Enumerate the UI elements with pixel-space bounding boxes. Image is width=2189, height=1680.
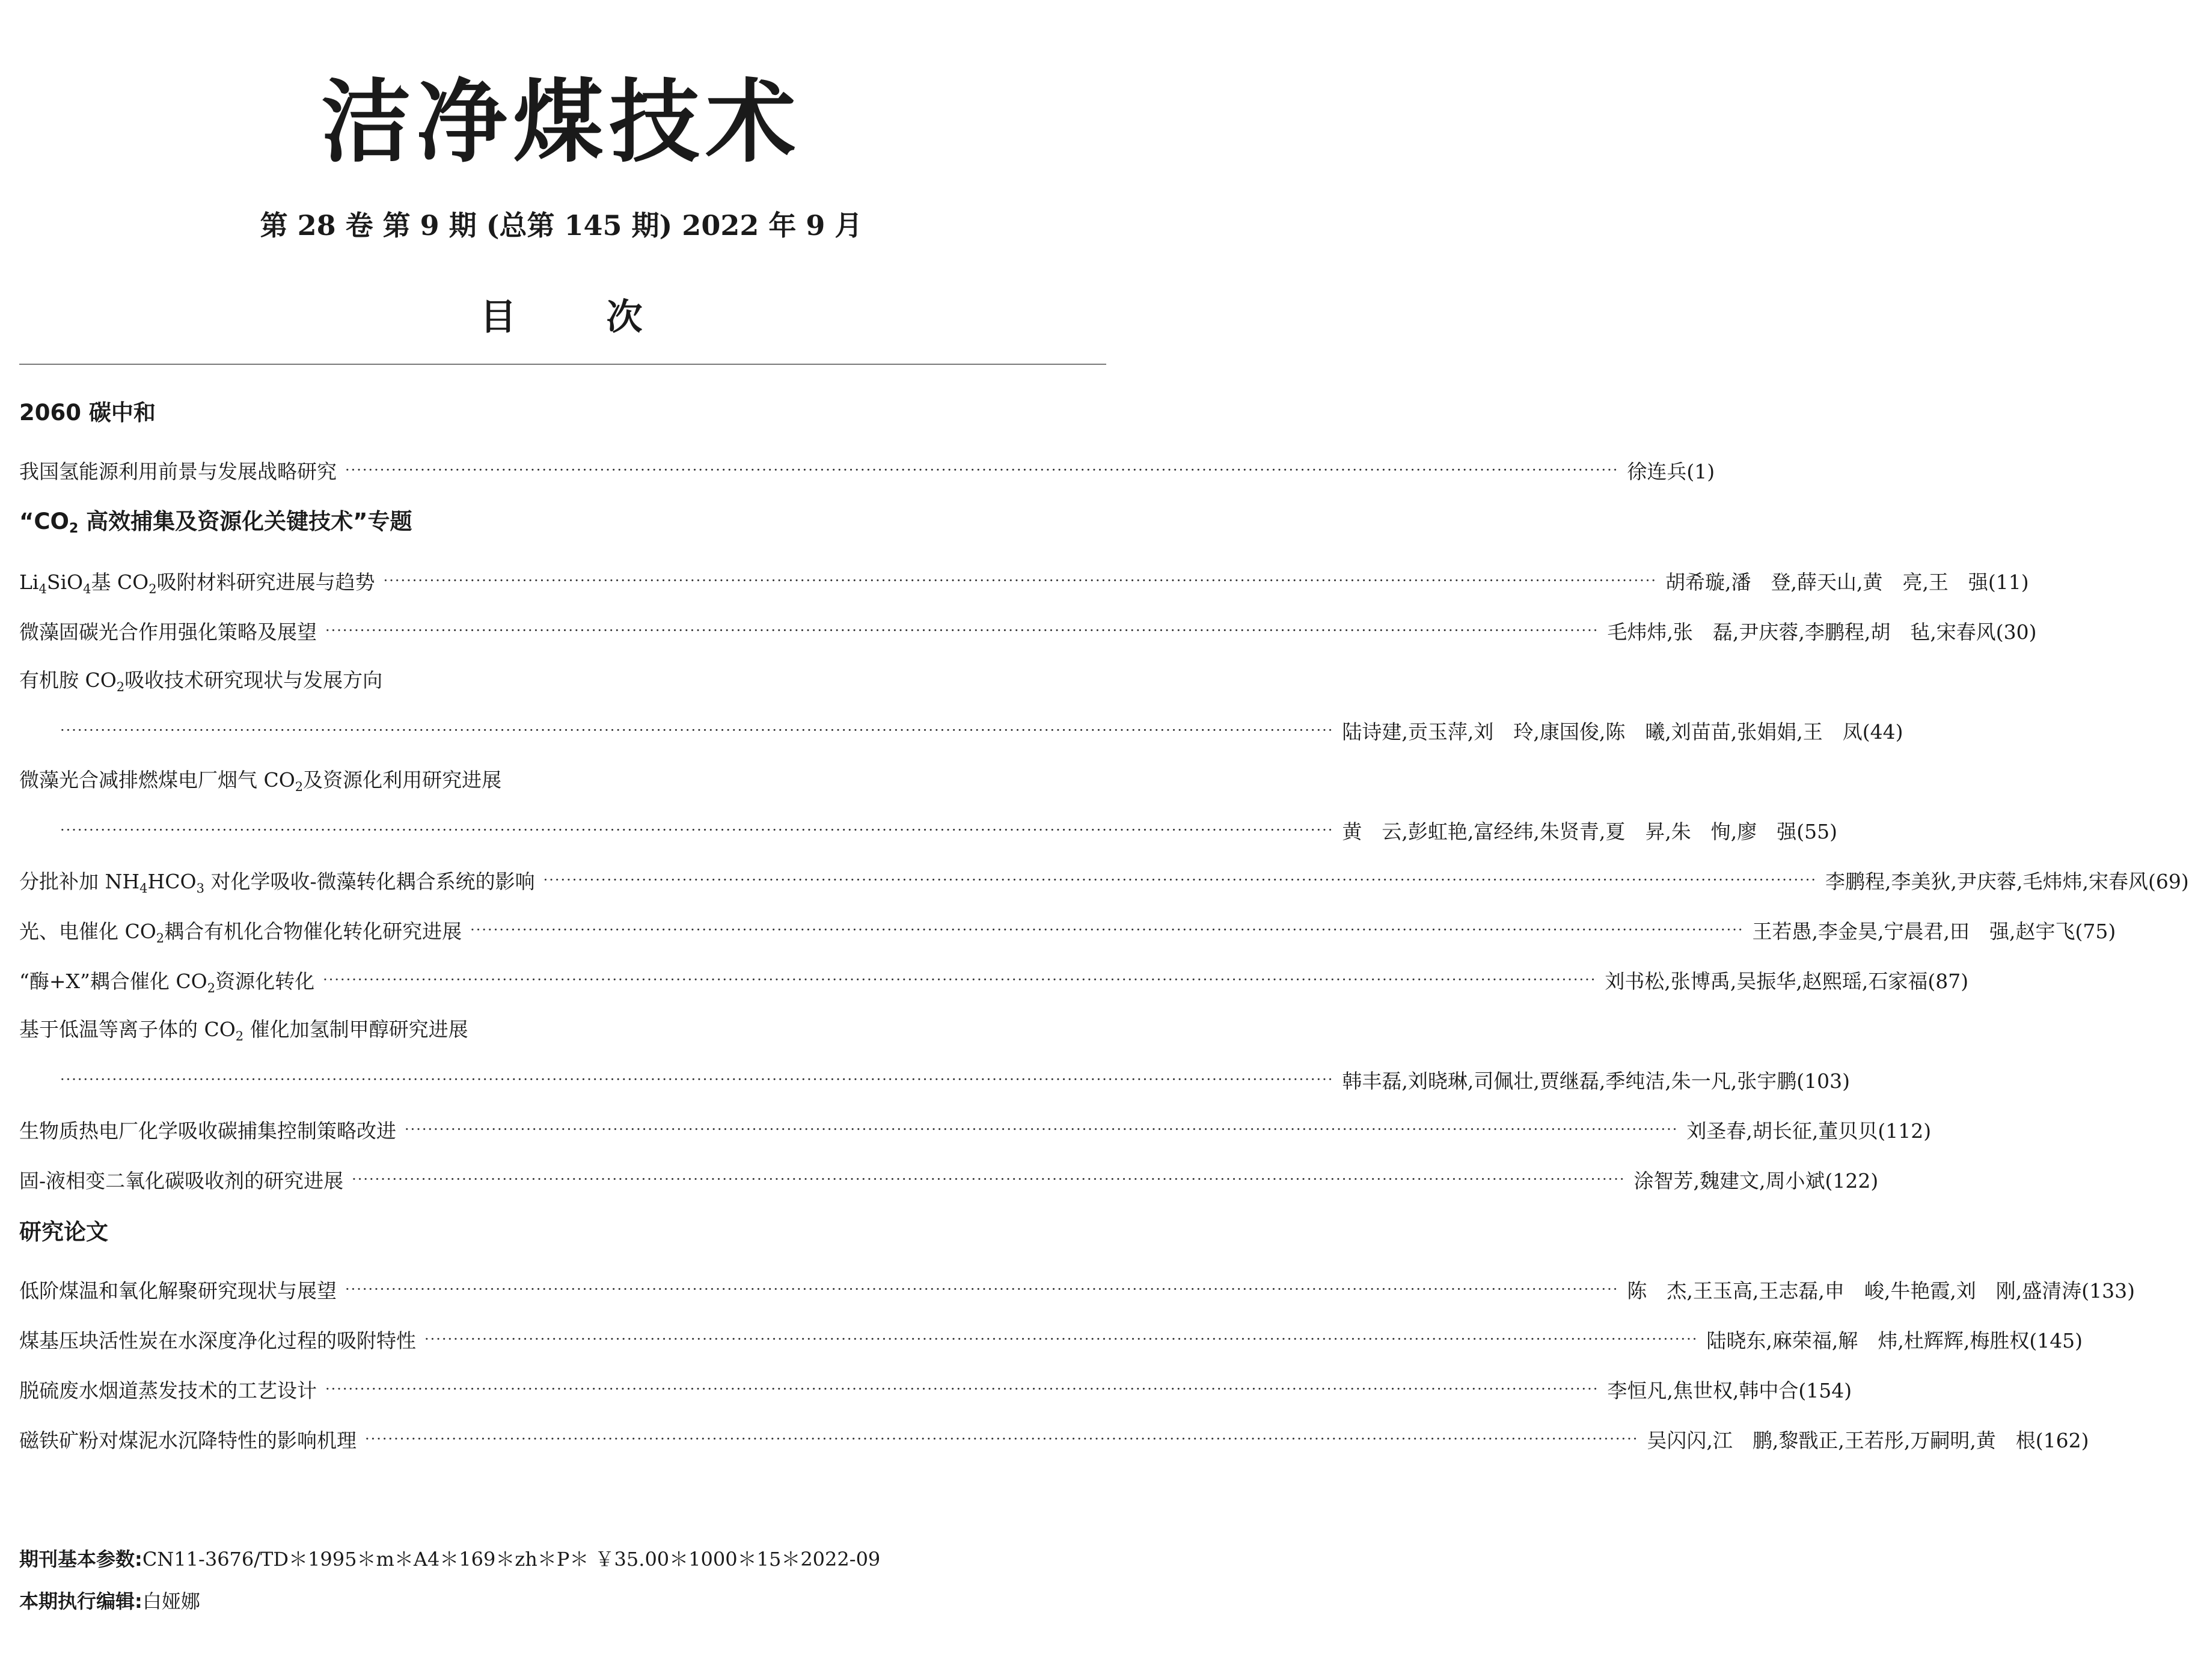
toc-entry[interactable] [19,1324,2083,1355]
entry-authors: 胡希璇,潘 登,薛天山,黄 亮,王 强(11) [1665,570,2029,594]
entry-title: 我国氢能源利用前景与发展战略研究 [19,459,337,483]
leader-dots: ···························································································································································································································· [470,921,1744,938]
entry-title: 低阶煤温和氧化解聚研究现状与展望 [19,1278,337,1303]
issue-info: 第 28 卷 第 9 期 (总第 145 期) 2022 年 9 月 [260,209,863,242]
toc-entry[interactable] [60,1064,1851,1095]
section-title: 2060 碳中和 [19,400,156,426]
entry-authors: 李恒凡,焦世权,韩中合(154) [1607,1378,1852,1402]
entry-authors: 陆晓东,麻荣福,解 炜,杜辉辉,梅胜权(145) [1706,1328,2083,1352]
entry-title: 脱硫废水烟道蒸发技术的工艺设计 [19,1378,317,1402]
toc-entry[interactable] [60,814,1838,846]
entry-title: 微藻固碳光合作用强化策略及展望 [19,620,317,644]
entry-title[interactable]: 微藻光合减排燃煤电厂烟气 $CO_2$及资源化利用研究进展 [19,768,502,794]
section-title: “$CO_2$ 高效捕集及资源化关键技术”专题 [19,509,412,536]
section-title: 研究论文 [19,1219,108,1245]
journal-parameters [19,1545,880,1574]
leader-dots: ···························································································································································································································· [60,822,1334,838]
entry-title: “酶+X”耦合催化 $CO_2$资源化转化 [19,969,315,995]
leader-dots: ···························································································································································································································· [424,1331,1698,1348]
entry-authors: 李鹏程,李美狄,尹庆蓉,毛炜炜,宋春风(69) [1825,869,2189,893]
entry-title[interactable]: 基于低温等离子体的 $CO_2$ 催化加氢制甲醇研究进展 [19,1018,468,1043]
editor-value: 白娅娜 [142,1590,200,1613]
toc-heading-left: 目 [480,296,516,338]
entry-title: 生物质热电厂化学吸收碳捕集控制策略改进 [19,1119,396,1143]
leader-dots: ···························································································································································································································· [405,1121,1679,1138]
entry-authors: 刘书松,张博禹,吴振华,赵熙瑶,石家福(87) [1605,969,1969,993]
toc-entry[interactable] [19,565,2029,596]
leader-dots: ···························································································································································································································· [60,1071,1334,1088]
params-label: 期刊基本参数: [19,1548,142,1571]
entry-authors: 黄 云,彭虹艳,富经纬,朱贤青,夏 昇,朱 恂,廖 强(55) [1342,819,1838,843]
toc-heading [0,296,1122,338]
entry-title: $Li_4SiO_4$基 $CO_2$吸附材料研究进展与趋势 [19,570,375,596]
executive-editor [19,1587,200,1616]
header-rule [19,364,1106,365]
toc-entry[interactable] [19,864,2189,896]
entry-authors: 徐连兵(1) [1627,459,1715,483]
entry-authors: 陆诗建,贡玉萍,刘 玲,康国俊,陈 曦,刘苗苗,张娟娟,王 凤(44) [1342,719,1903,744]
toc-entry[interactable] [19,1164,1879,1195]
editor-label: 本期执行编辑: [19,1590,142,1613]
leader-dots: ···························································································································································································································· [365,1431,1639,1447]
leader-dots: ···························································································································································································································· [325,622,1599,639]
toc-entry[interactable] [19,964,1969,995]
leader-dots: ···························································································································································································································· [325,1381,1599,1397]
leader-dots: ···························································································································································································································· [60,722,1334,739]
entry-title: 分批补加 $NH_4HCO_3$ 对化学吸收-微藻转化耦合系统的影响 [19,869,535,896]
leader-dots: ···························································································································································································································· [323,971,1597,988]
entry-authors: 毛炜炜,张 磊,尹庆蓉,李鹏程,胡 毡,宋春风(30) [1607,620,2037,644]
entry-authors: 涂智芳,魏建文,周小斌(122) [1633,1168,1879,1193]
entry-title: 煤基压块活性炭在水深度净化过程的吸附特性 [19,1328,416,1352]
leader-dots: ···························································································································································································································· [352,1171,1626,1188]
journal-masthead: 洁净煤技术 [320,69,802,175]
params-value: CN11-3676/TD＊1995＊m＊A4＊169＊zh＊P＊ ￥35.00＊1000＊15＊2022-09 [142,1548,881,1571]
leader-dots: ···························································································································································································································· [383,572,1657,589]
toc-entry[interactable] [19,1423,2089,1455]
toc-entry[interactable] [19,1373,1852,1405]
entry-title: 固-液相变二氧化碳吸收剂的研究进展 [19,1168,344,1193]
entry-title: 光、电催化 $CO_2$耦合有机化合物催化转化研究进展 [19,919,462,945]
entry-title: 磁铁矿粉对煤泥水沉降特性的影响机理 [19,1428,357,1452]
leader-dots: ···························································································································································································································· [345,1281,1619,1298]
toc-entry[interactable] [19,1114,1932,1145]
leader-dots: ···························································································································································································································· [543,872,1817,888]
toc-entry[interactable] [19,454,1715,486]
entry-title[interactable]: 有机胺 $CO_2$吸收技术研究现状与发展方向 [19,668,383,694]
entry-authors: 吴闪闪,江 鹏,黎戬正,王若彤,万嗣明,黄 根(162) [1647,1428,2089,1452]
entry-authors: 王若愚,李金昊,宁晨君,田 强,赵宇飞(75) [1752,919,2116,943]
entry-authors: 刘圣春,胡长征,董贝贝(112) [1686,1119,1932,1143]
toc-entry[interactable] [19,1274,2135,1305]
toc-heading-right: 次 [606,296,643,338]
entry-authors: 韩丰磊,刘晓琳,司佩壮,贾继磊,季纯洁,朱一凡,张宇鹏(103) [1342,1069,1851,1093]
toc-entry[interactable] [19,615,2037,646]
toc-entry[interactable] [19,914,2116,945]
toc-entry[interactable] [60,715,1903,746]
entry-authors: 陈 杰,王玉高,王志磊,申 峻,牛艳霞,刘 刚,盛清涛(133) [1627,1278,2135,1303]
leader-dots: ···························································································································································································································· [345,462,1619,478]
